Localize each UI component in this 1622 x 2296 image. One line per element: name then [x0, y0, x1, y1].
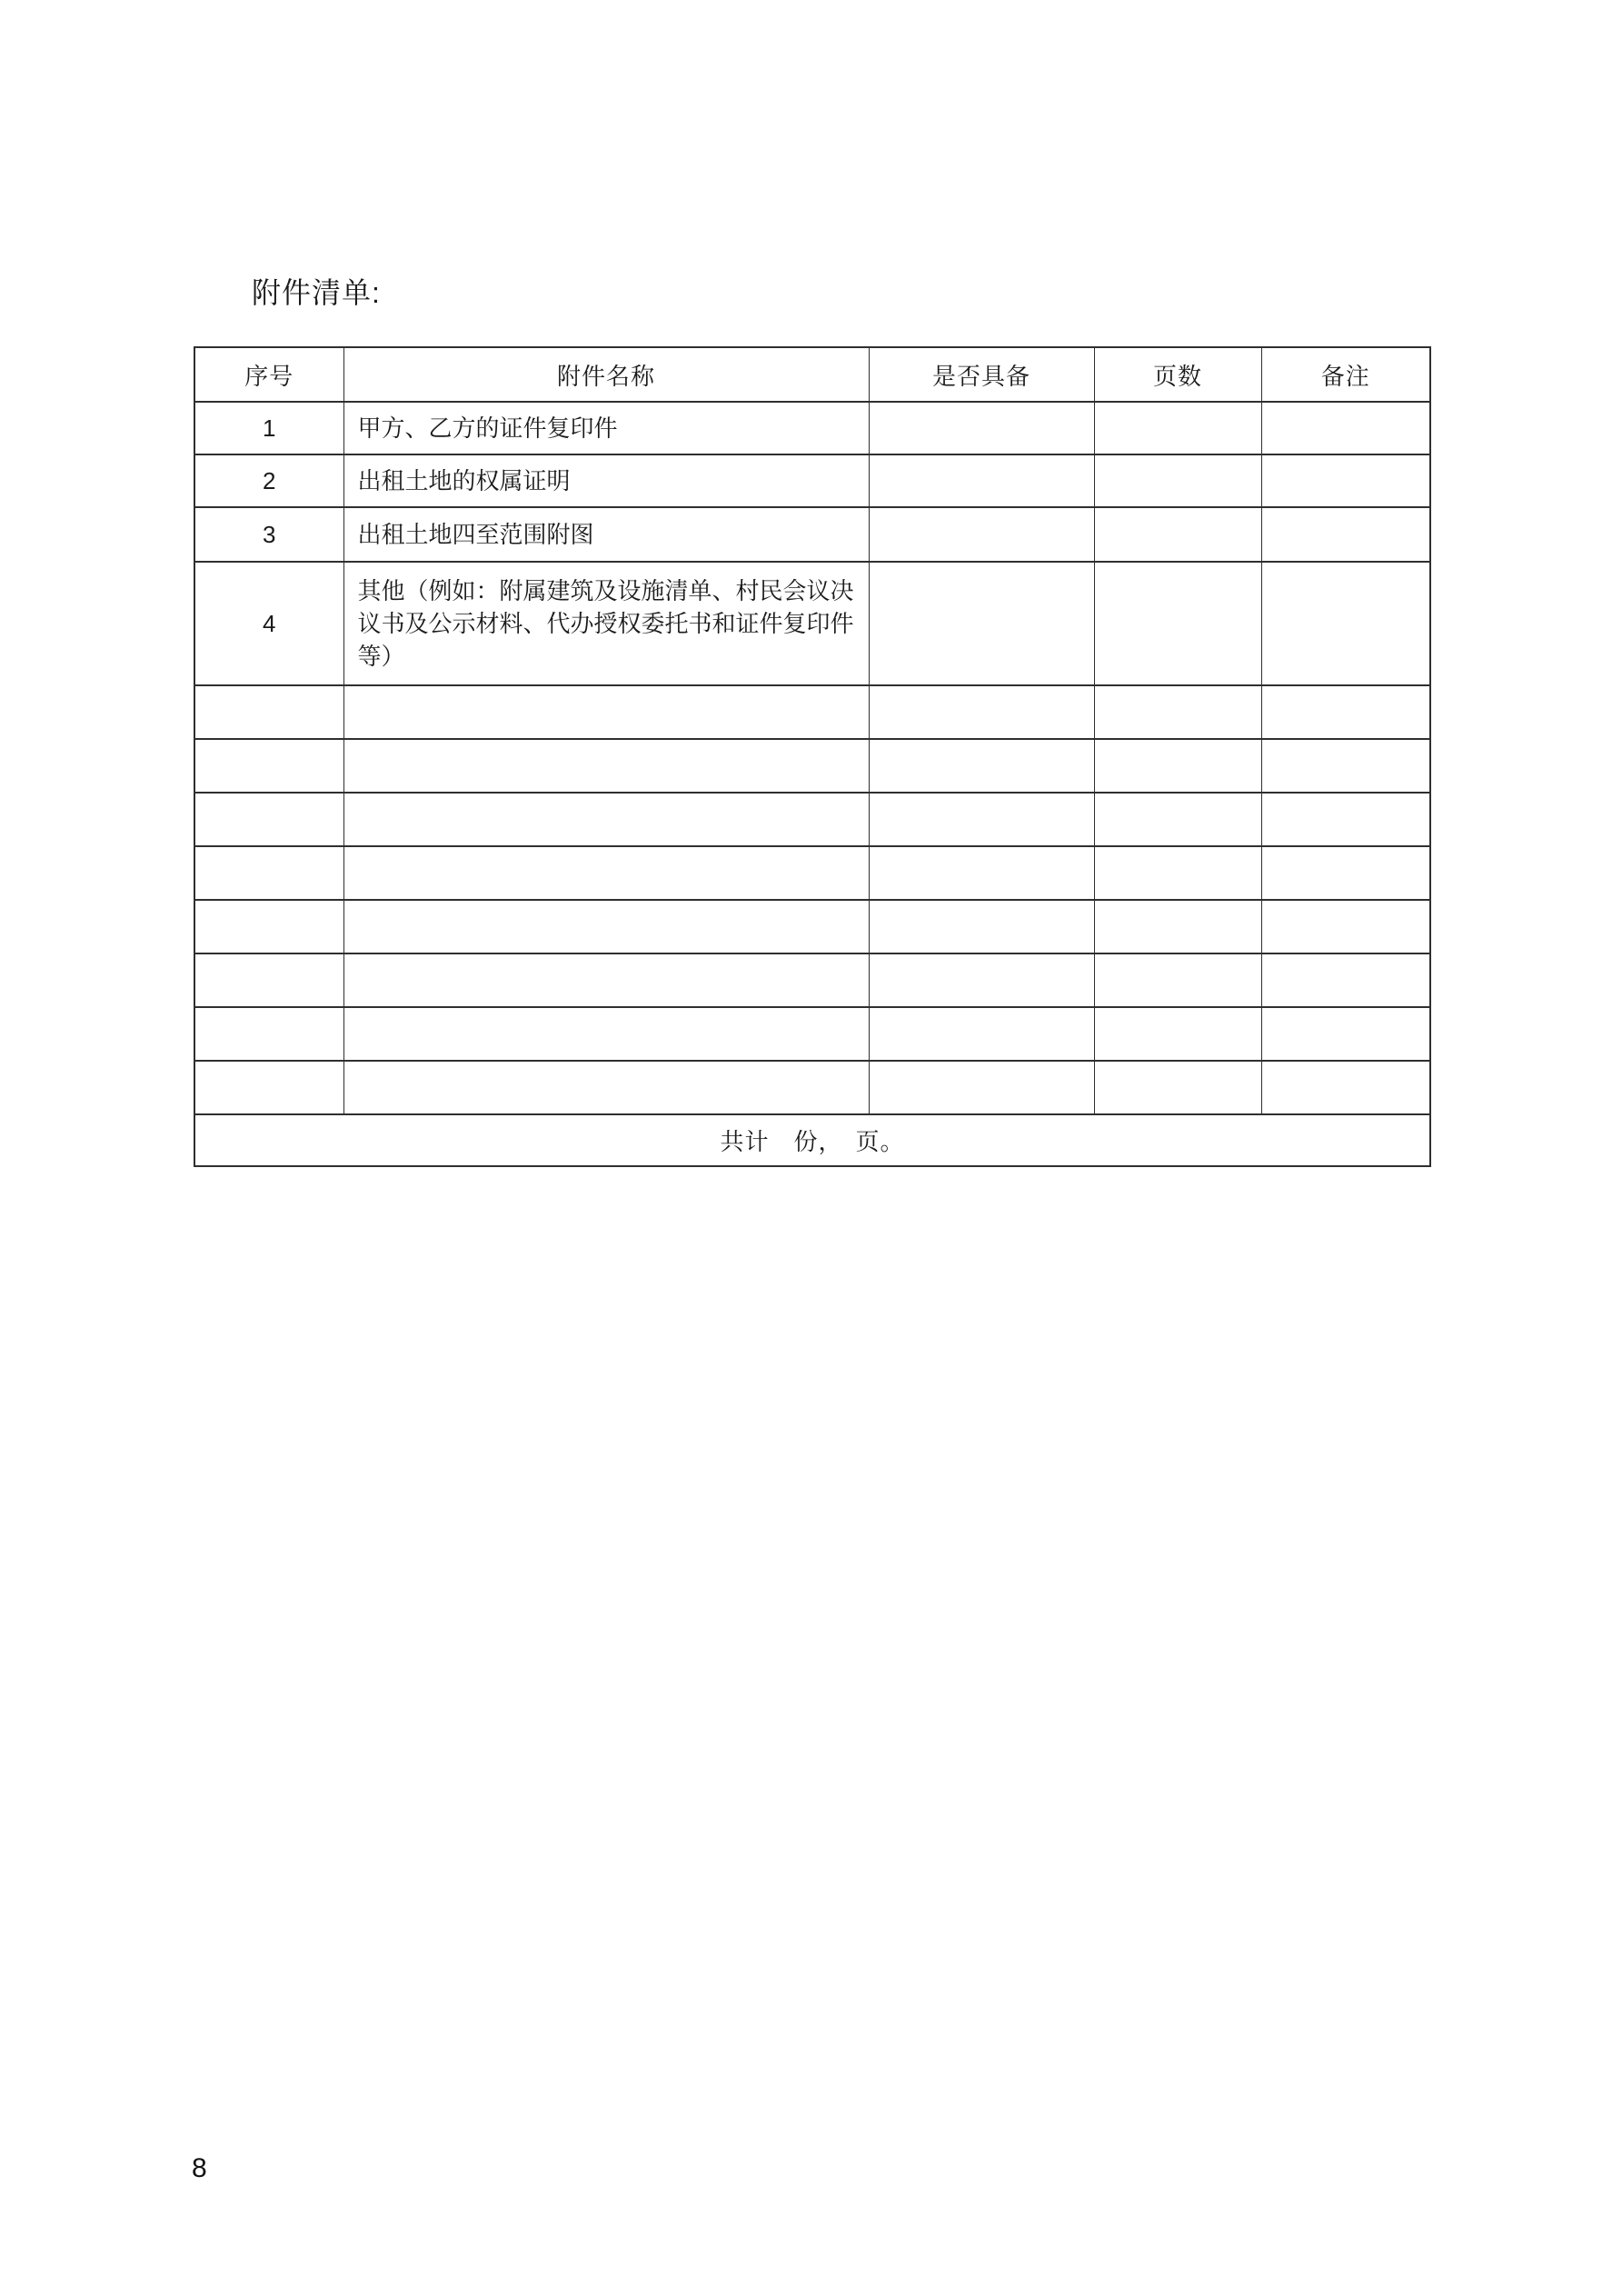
row-attachment-name: 其他（例如：附属建筑及设施清单、村民会议决议书及公示材料、代办授权委托书和证件复印件等） [343, 562, 869, 685]
row-attachment-name: 出租土地四至范围附图 [343, 507, 869, 562]
row-availability-cell [869, 507, 1094, 562]
empty-table-row [194, 685, 1430, 739]
row-attachment-name: 甲方、乙方的证件复印件 [343, 402, 869, 454]
empty-cell [869, 953, 1094, 1007]
empty-table-row [194, 846, 1430, 900]
empty-cell [194, 846, 343, 900]
row-serial-number: 3 [194, 507, 343, 562]
empty-cell [1261, 1061, 1430, 1114]
header-availability: 是否具备 [869, 347, 1094, 402]
row-remarks-cell [1261, 402, 1430, 454]
empty-cell [869, 1007, 1094, 1061]
empty-cell [343, 953, 869, 1007]
header-page-count: 页数 [1094, 347, 1261, 402]
empty-cell [869, 739, 1094, 793]
empty-cell [869, 846, 1094, 900]
empty-cell [194, 685, 343, 739]
empty-cell [1094, 900, 1261, 953]
empty-cell [343, 793, 869, 846]
row-availability-cell [869, 454, 1094, 507]
table-row [194, 562, 1430, 685]
empty-cell [1261, 900, 1430, 953]
empty-cell [194, 793, 343, 846]
empty-cell [869, 1061, 1094, 1114]
empty-cell [1094, 846, 1261, 900]
empty-cell [1261, 1007, 1430, 1061]
empty-cell [1094, 1061, 1261, 1114]
empty-cell [194, 739, 343, 793]
empty-table-row [194, 1061, 1430, 1114]
row-page-count-cell [1094, 402, 1261, 454]
empty-cell [343, 900, 869, 953]
empty-table-row [194, 793, 1430, 846]
empty-table-row [194, 953, 1430, 1007]
row-availability-cell [869, 562, 1094, 685]
row-page-count-cell [1094, 454, 1261, 507]
row-serial-number: 4 [194, 562, 343, 685]
empty-cell [1094, 1007, 1261, 1061]
empty-cell [1261, 793, 1430, 846]
row-remarks-cell [1261, 562, 1430, 685]
empty-table-row [194, 739, 1430, 793]
empty-cell [194, 900, 343, 953]
row-page-count-cell [1094, 507, 1261, 562]
empty-cell [194, 1061, 343, 1114]
empty-table-row [194, 1007, 1430, 1061]
empty-cell [1094, 739, 1261, 793]
empty-table-row [194, 900, 1430, 953]
empty-cell [343, 739, 869, 793]
row-serial-number: 2 [194, 454, 343, 507]
table-header-row [194, 347, 1430, 402]
empty-cell [1261, 739, 1430, 793]
empty-cell [1261, 953, 1430, 1007]
empty-cell [343, 846, 869, 900]
empty-cell [194, 953, 343, 1007]
table-row [194, 402, 1430, 454]
row-remarks-cell [1261, 454, 1430, 507]
empty-cell [1094, 793, 1261, 846]
row-remarks-cell [1261, 507, 1430, 562]
row-page-count-cell [1094, 562, 1261, 685]
empty-cell [869, 900, 1094, 953]
empty-cell [1261, 685, 1430, 739]
empty-cell [1094, 953, 1261, 1007]
empty-cell [1261, 846, 1430, 900]
header-serial-number: 序号 [194, 347, 343, 402]
empty-cell [194, 1007, 343, 1061]
attachment-list-title: 附件清单: [252, 276, 381, 309]
empty-cell [1094, 685, 1261, 739]
empty-cell [343, 1061, 869, 1114]
row-availability-cell [869, 402, 1094, 454]
empty-cell [869, 793, 1094, 846]
empty-cell [343, 685, 869, 739]
header-attachment-name: 附件名称 [343, 347, 869, 402]
table-row [194, 454, 1430, 507]
page-number: 8 [192, 2153, 207, 2183]
attachment-table [194, 346, 1431, 1167]
row-attachment-name: 出租土地的权属证明 [343, 454, 869, 507]
empty-cell [869, 685, 1094, 739]
empty-cell [343, 1007, 869, 1061]
total-summary-text: 共计 份， 页。 [194, 1114, 1430, 1166]
row-serial-number: 1 [194, 402, 343, 454]
header-remarks: 备注 [1261, 347, 1430, 402]
table-row [194, 507, 1430, 562]
table-footer-row [194, 1114, 1430, 1166]
